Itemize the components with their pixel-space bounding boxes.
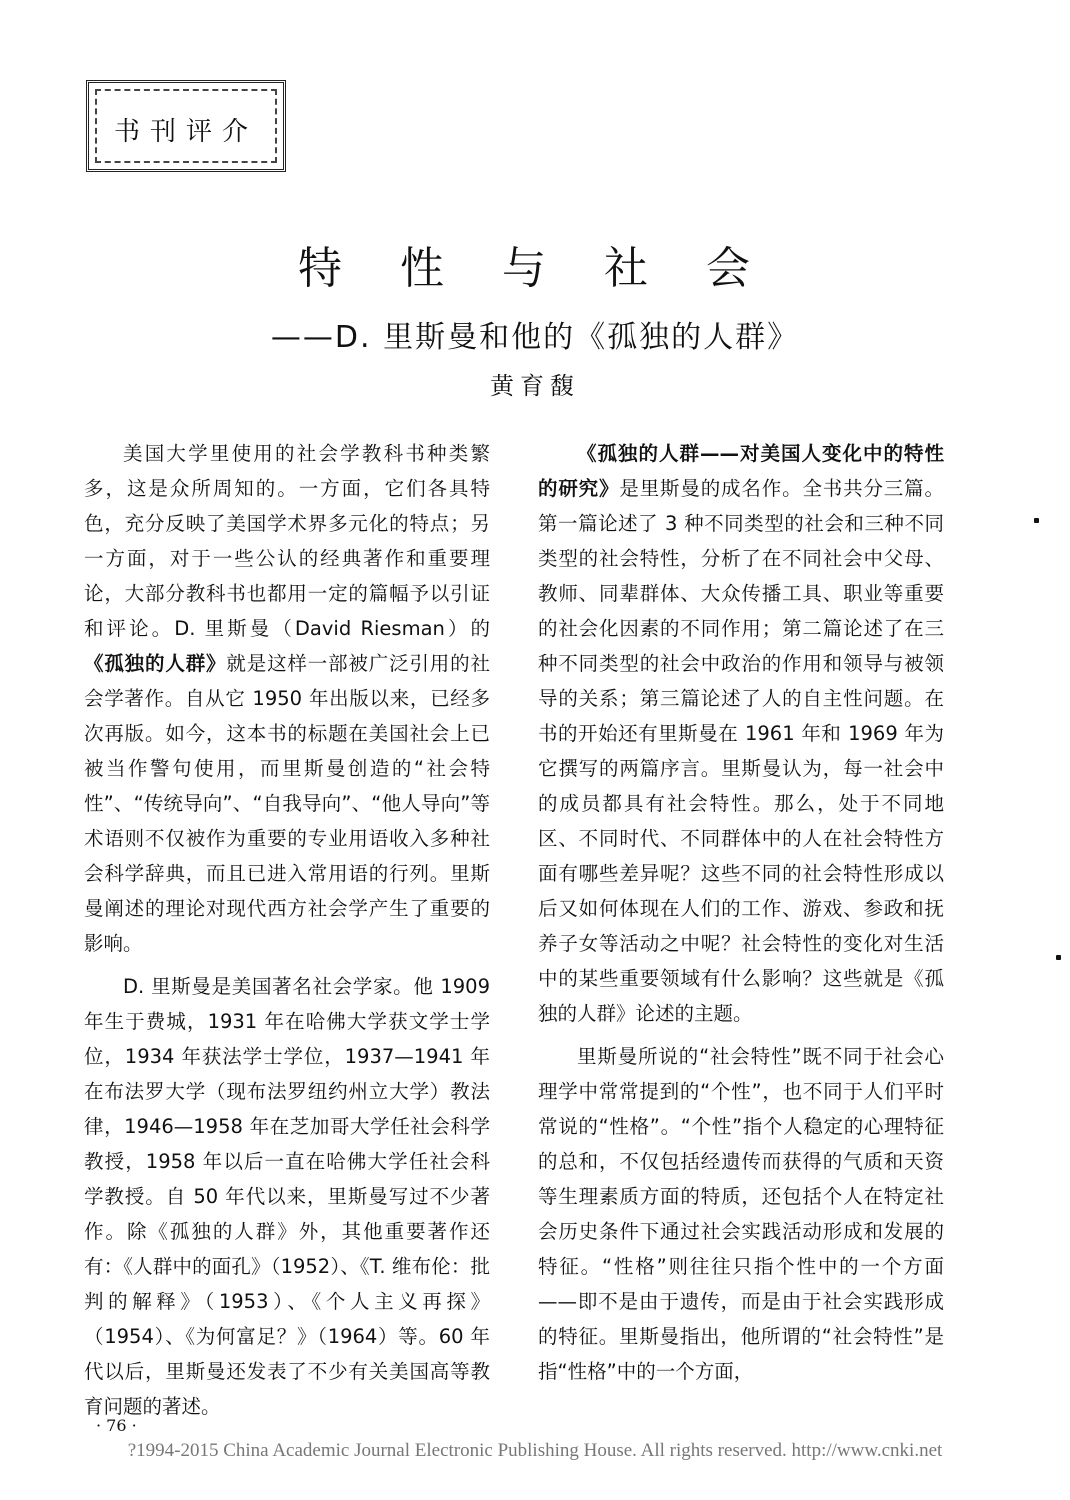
left-p1-rest: 就是这样一部被广泛引用的社会学著作。自从它 1950 年出版以来，已经多次再版。如今，这本书的标题在美国社会上已被当作警句使用，而里斯曼创造的“社会特性”、“传统导向”、“自我导向”、“他人导向”等术语则不仅被作为重要的专业用语收入多种社会科学辞典，而且已进入常用语的行列。里斯曼阐述的理论对现代西方社会学产生了重要的影响。: [84, 652, 490, 955]
page-number: · 76 ·: [96, 1416, 137, 1435]
left-p1-book-title: 《孤独的人群》: [84, 652, 227, 675]
article-title: 特 性 与 社 会: [298, 243, 772, 294]
margin-mark: [1056, 955, 1061, 960]
left-p1-text: 美国大学里使用的社会学教科书种类繁多，这是众所周知的。一方面，它们各具特色，充分反映了美国学术界多元化的特点；另一方面，对于一些公认的经典著作和重要理论，大部分教科书也都用一定的篇幅予以引证和评论。D. 里斯曼（David Riesman）的: [84, 442, 490, 640]
right-p1-text: 是里斯曼的成名作。全书共分三篇。第一篇论述了 3 种不同类型的社会和三种不同类型的社会特性，分析了在不同社会中父母、教师、同辈群体、大众传播工具、职业等重要的社会化因素的不同作用；第二篇论述了在三种不同类型的社会中政治的作用和领导与被领导的关系；第三篇论述了人的自主性问题。在书的开始还有里斯曼在 1961 年和 1969 年为它撰写的两篇序言。里斯曼认为，每一社会中的成员都具有社会特性。那么，处于不同地区、不同时代、不同群体中的人在社会特性方面有哪些差异呢？这些不同的社会特性形成以后又如何体现在人们的工作、游戏、参政和抚养子女等活动之中呢？社会特性的变化对生活中的某些重要领域有什么影响？这些就是《孤独的人群》论述的主题。: [538, 477, 944, 1025]
right-paragraph-2: 里斯曼所说的“社会特性”既不同于社会心理学中常常提到的“个性”，也不同于人们平时常说的“性格”。“个性”指个人稳定的心理特征的总和，不仅包括经遗传而获得的气质和天资等生理素质方面的特质，还包括个人在特定社会历史条件下通过社会实践活动形成和发展的特征。“性格”则往往只指个性中的一个方面——即不是由于遗传，而是由于社会实践形成的特征。里斯曼指出，他所谓的“社会特性”是指“性格”中的一个方面，: [538, 1045, 944, 1383]
left-column: [84, 436, 490, 1432]
column-tag-box: [86, 80, 286, 172]
left-paragraph-1: [84, 436, 490, 961]
left-paragraph-2: D. 里斯曼是美国著名社会学家。他 1909 年生于费城，1931 年在哈佛大学获文学士学位，1934 年获法学士学位，1937—1941 年在布法罗大学（现布法罗纽约州立大学）教法律，1946—1958 年在芝加哥大学任社会科学教授，1958 年以后一直在哈佛大学任社会科学教授。自 50 年代以来，里斯曼写过不少著作。除《孤独的人群》外，其他重要著作还有：《人群中的面孔》（1952）、《T. 维布伦：批判的解释》（1953）、《个人主义再探》（1954）、《为何富足？》（1964）等。60 年代以后，里斯曼还发表了不少有关美国高等教育问题的著述。: [84, 975, 490, 1418]
article-author: 黄育馥: [490, 372, 580, 400]
right-paragraph-1: [538, 436, 944, 1031]
column-tag-label: 书刊评介: [113, 117, 258, 147]
right-column: [538, 436, 944, 1397]
margin-mark: [1034, 518, 1039, 523]
right-p1-book-title: 《孤独的人群——对美国人变化中的特性的研究》: [538, 442, 944, 500]
copyright-footer: ?1994-2015 China Academic Journal Electronic Publishing House. All rights reserved. http://www.cnki.net: [127, 1440, 943, 1461]
article-subtitle: ——D. 里斯曼和他的《孤独的人群》: [270, 320, 800, 355]
